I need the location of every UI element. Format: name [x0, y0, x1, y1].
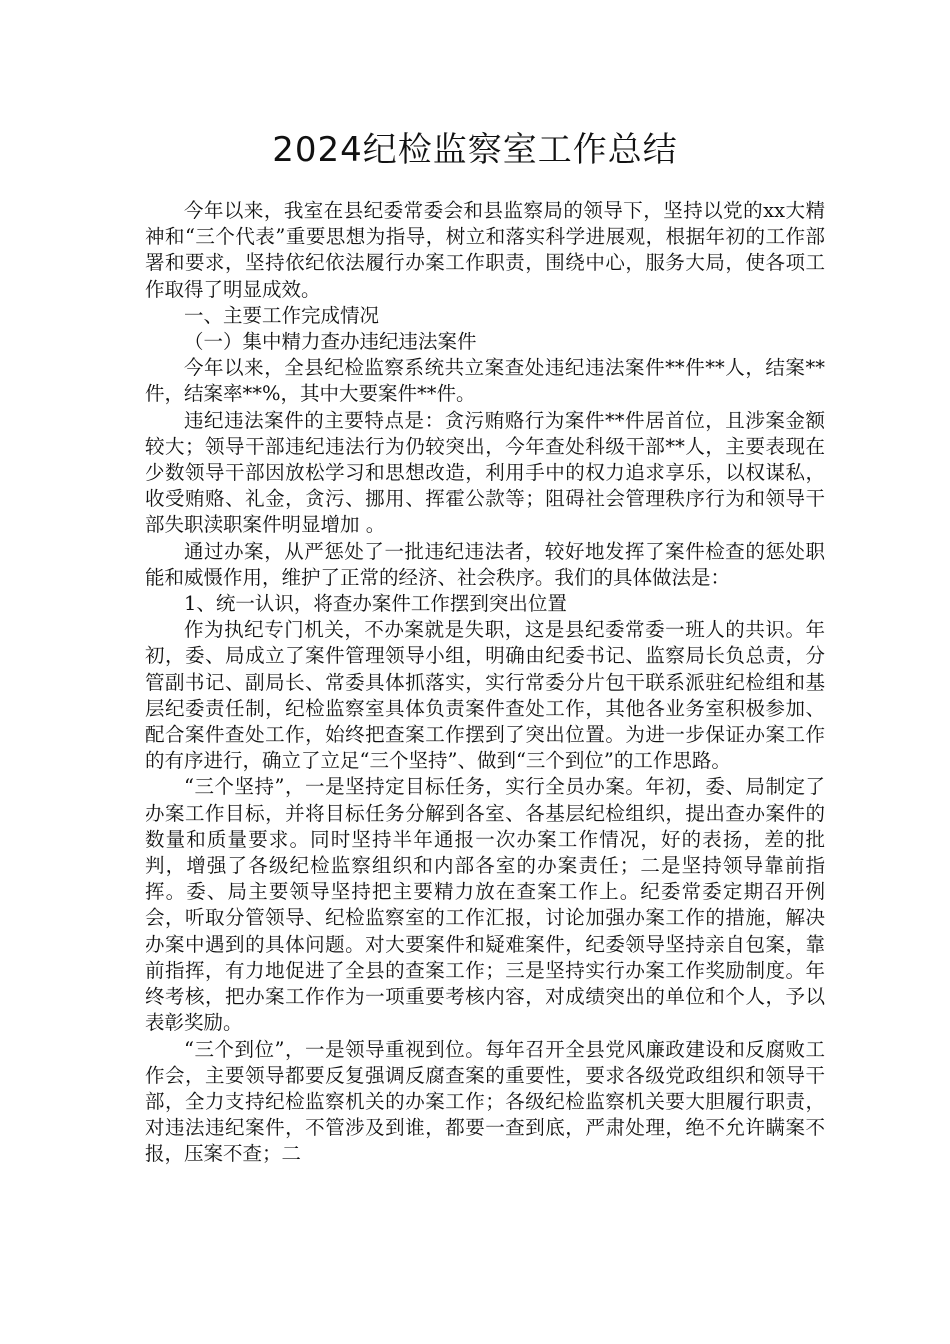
paragraph-case-features: 违纪违法案件的主要特点是：贪污贿赂行为案件**件居首位，且涉案金额较大；领导干部违纪违法行为仍较突出，今年查处科级干部**人，主要表现在少数领导干部因放松学习和思想改造，利用手中的权力追求享乐，以权谋私，收受贿赂、礼金，贪污、挪用、挥霍公款等；阻碍社会管理秩序行为和领导干部失职渎职案件明显增加 。	[145, 408, 825, 537]
paragraph-three-in-place: “三个到位”，一是领导重视到位。每年召开全县党风廉政建设和反腐败工作会，主要领导都要反复强调反腐查案的重要性，要求各级党政组织和领导干部，全力支持纪检监察机关的办案工作；各级纪检监察机关要大胆履行职责，对违法违纪案件，不管涉及到谁，都要一查到底，严肃处理，绝不允许瞒案不报，压案不查；二	[145, 1037, 825, 1166]
heading-subsection-1: （一）集中精力查办违纪违法案件	[184, 330, 477, 354]
paragraph-case-effects: 通过办案，从严惩处了一批违纪违法者，较好地发挥了案件检查的惩处职能和威慑作用，维护了正常的经济、社会秩序。我们的具体做法是：	[145, 539, 825, 589]
heading-section-1: 一、主要工作完成情况	[184, 303, 380, 327]
paragraph-intro: 今年以来，我室在县纪委常委会和县监察局的领导下，坚持以党的xx大精神和“三个代表”重要思想为指导，树立和落实科学进展观，根据年初的工作部署和要求，坚持依纪依法履行办案工作职责，围绕中心，服务大局，使各项工作取得了明显成效。	[145, 199, 825, 301]
paragraph-three-persistences: “三个坚持”，一是坚持定目标任务，实行全员办案。年初，委、局制定了办案工作目标，并将目标任务分解到各室、各基层纪检组织，提出查办案件的数量和质量要求。同时坚持半年通报一次办案工作情况，好的表扬，差的批判，增强了各级纪检监察组织和内部各室的办案责任；二是坚持领导靠前指挥。委、局主要领导坚持把主要精力放在查案工作上。纪委常委定期召开例会，听取分管领导、纪检监察室的工作汇报，讨论加强办案工作的措施，解决办案中遇到的具体问题。对大要案件和疑难案件，纪委领导坚持亲自包案，靠前指挥，有力地促进了全县的查案工作；三是坚持实行办案工作奖励制度。年终考核，把办案工作作为一项重要考核内容，对成绩突出的单位和个人，予以表彰奖励。	[145, 775, 825, 1035]
document-title: 2024纪检监察室工作总结	[272, 130, 678, 170]
paragraph-unified-understanding: 作为执纪专门机关，不办案就是失职，这是县纪委常委一班人的共识。年初，委、局成立了案件管理领导小组，明确由纪委书记、监察局长负总责，分管副书记、副局长、常委具体抓落实，实行常委分片包干联系派驻纪检组和基层纪委责任制，纪检监察室具体负责案件查处工作，其他各业务室积极参加、配合案件查处工作，始终把查案工作摆到了突出位置。为进一步保证办案工作的有序进行，确立了立足“三个坚持”、做到“三个到位”的工作思路。	[145, 618, 825, 773]
heading-item-1: 1、统一认识，将查办案件工作摆到突出位置	[184, 592, 567, 616]
document-body	[145, 198, 825, 1168]
paragraph-case-statistics: 今年以来，全县纪检监察系统共立案查处违纪违法案件**件**人，结案**件，结案率**%，其中大要案件**件。	[145, 356, 825, 406]
